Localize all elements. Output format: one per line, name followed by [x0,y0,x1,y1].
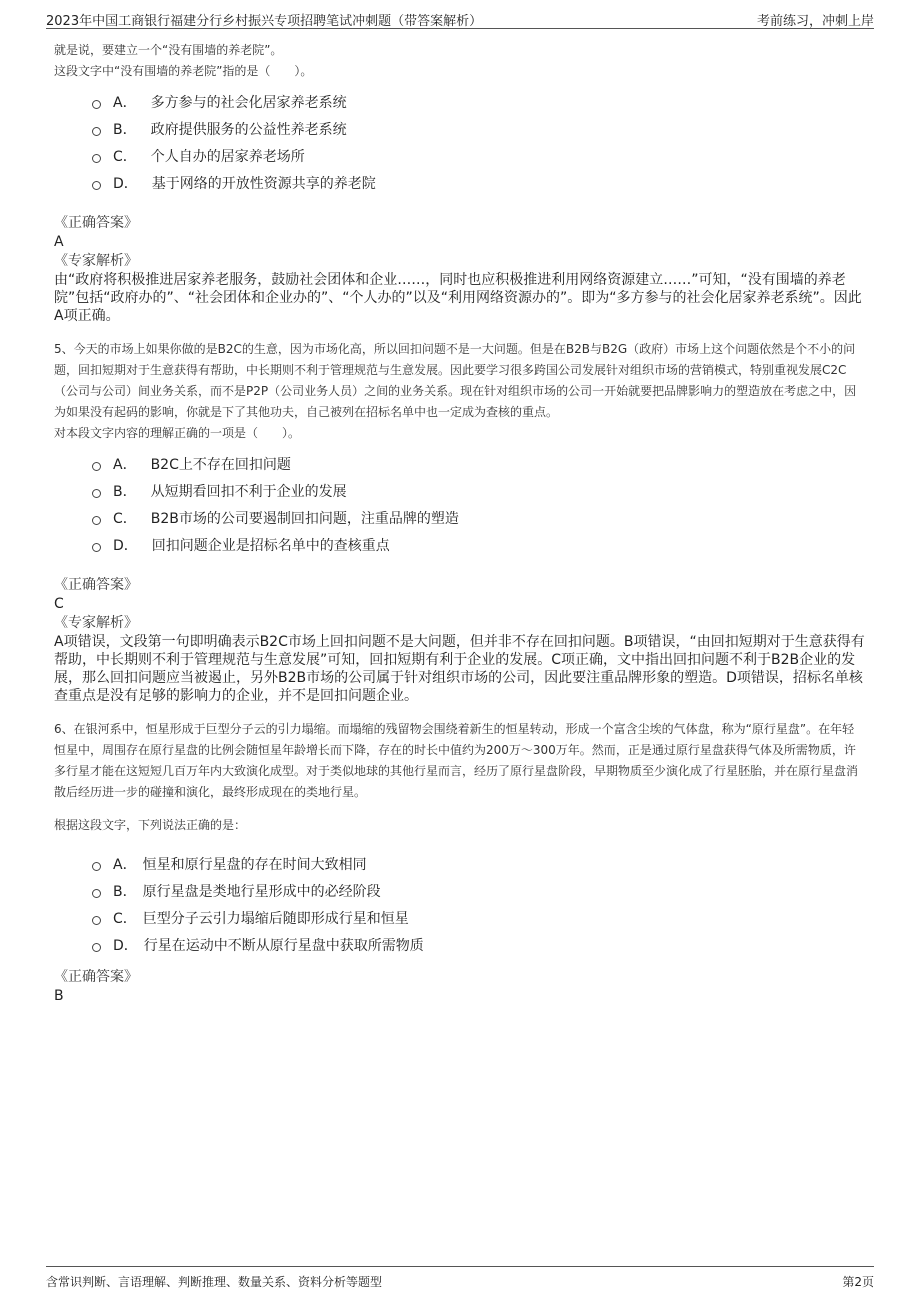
radio-icon[interactable] [92,889,101,898]
option-list [92,450,866,558]
option-letter: C． [113,910,137,927]
option-letter: D． [113,537,138,554]
radio-icon[interactable] [92,516,101,525]
question-4 [54,40,866,325]
option-letter: D． [113,175,138,192]
radio-icon[interactable] [92,916,101,925]
option-c[interactable] [92,504,866,531]
correct-answer: C [54,596,64,612]
option-letter: A． [113,856,137,873]
option-d[interactable] [92,531,866,558]
question-stem [54,719,866,836]
stem-line: 就是说，要建立一个“没有围墙的养老院”。 [54,43,283,57]
option-text: 从短期看回扣不利于企业的发展 [150,483,347,500]
stem-line: 5、今天的市场上如果你做的是B2C的生意，因为市场化高，所以回扣问题不是一大问题。但是在B2B与B2G（政府）市场上这个问题依然是个不小的问题，回扣短期对于生意获得有帮助，中长期则不利于管理规范与生意发展。因此要学习很多跨国公司发展针对组织市场的营销模式，特别重视发展C2C（公司与公司）间业务关系，而不是P2P（公司业务人员）之间的业务关系。现在针对组织市场的公司一开始就要把品牌影响力的塑造放在考虑之中，因为如果没有起码的影响，你就是下了其他功夫，自己被列在招标名单中也一定成为查核的重点。 [54,342,857,419]
option-text: B2C上不存在回扣问题 [150,456,291,473]
page-header [46,0,874,29]
analysis-label: 《专家解析》 [54,253,138,269]
radio-icon[interactable] [92,154,101,163]
option-d[interactable] [92,931,866,958]
page-number: 第2页 [842,1275,874,1289]
analysis-label: 《专家解析》 [54,615,138,631]
radio-icon[interactable] [92,862,101,871]
answer-block [54,968,866,1006]
page-content [54,40,866,1006]
correct-answer: B [54,988,64,1004]
analysis-text: A项错误，文段第一句即明确表示B2C市场上回扣问题不是大问题，但并非不存在回扣问题。B项错误，“由回扣短期对于生意获得有帮助，中长期则不利于管理规范与生意发展”可知，回扣短期有利于企业的发展。C项正确，文中指出回扣问题不利于B2B企业的发展，那么回扣问题应当被遏止，另外B2B市场的公司属于针对组织市场的公司，因此要注重品牌形象的塑造。D项错误，招标名单核查重点是没有足够的影响力的企业，并不是回扣问题企业。 [54,634,865,704]
option-letter: C． [113,510,137,527]
option-list [92,850,866,958]
option-text: B2B市场的公司要遏制回扣问题，注重品牌的塑造 [150,510,459,527]
option-b[interactable] [92,877,866,904]
option-letter: C． [113,148,137,165]
answer-block [54,576,866,705]
correct-answer: A [54,234,64,250]
option-d[interactable] [92,169,866,196]
radio-icon[interactable] [92,181,101,190]
option-text: 个人自办的居家养老场所 [150,148,305,165]
page-footer [46,1266,874,1303]
option-a[interactable] [92,850,866,877]
option-c[interactable] [92,904,866,931]
option-letter: B． [113,883,137,900]
option-b[interactable] [92,115,866,142]
answer-label: 《正确答案》 [54,969,138,985]
radio-icon[interactable] [92,127,101,136]
option-text: 恒星和原行星盘的存在时间大致相同 [142,856,367,873]
option-letter: D． [113,937,138,954]
radio-icon[interactable] [92,100,101,109]
option-text: 原行星盘是类地行星形成中的必经阶段 [142,883,381,900]
option-text: 基于网络的开放性资源共享的养老院 [151,175,376,192]
option-c[interactable] [92,142,866,169]
answer-label: 《正确答案》 [54,215,138,231]
option-list [92,88,866,196]
question-6 [54,719,866,1006]
analysis-text: 由“政府将积极推进居家养老服务，鼓励社会团体和企业……，同时也应积极推进利用网络资源建立……”可知，“没有围墙的养老院”包括“政府办的”、“社会团体和企业办的”、“个人办的”以及“利用网络资源办的”。即为“多方参与的社会化居家养老系统”。因此A项正确。 [54,272,862,324]
option-text: 行星在运动中不断从原行星盘中获取所需物质 [143,937,424,954]
radio-icon[interactable] [92,543,101,552]
header-slogan: 考前练习，冲刺上岸 [756,14,874,29]
option-letter: A． [113,94,137,111]
question-stem [54,339,866,444]
option-a[interactable] [92,88,866,115]
option-text: 政府提供服务的公益性养老系统 [150,121,347,138]
option-text: 巨型分子云引力塌缩后随即形成行星和恒星 [142,910,409,927]
option-b[interactable] [92,477,866,504]
question-5 [54,339,866,705]
radio-icon[interactable] [92,462,101,471]
answer-label: 《正确答案》 [54,577,138,593]
stem-line: 根据这段文字，下列说法正确的是： [54,818,247,832]
question-stem [54,40,866,82]
document-title: 2023年中国工商银行福建分行乡村振兴专项招聘笔试冲刺题（带答案解析） [46,14,483,29]
stem-line: 对本段文字内容的理解正确的一项是（ ）。 [54,426,301,440]
option-letter: B． [113,121,137,138]
radio-icon[interactable] [92,943,101,952]
option-letter: B． [113,483,137,500]
stem-line: 这段文字中“没有围墙的养老院”指的是（ ）。 [54,64,313,78]
option-text: 回扣问题企业是招标名单中的查核重点 [151,537,390,554]
radio-icon[interactable] [92,489,101,498]
stem-line: 6、在银河系中，恒星形成于巨型分子云的引力塌缩。而塌缩的残留物会围绕着新生的恒星转动，形成一个富含尘埃的气体盘，称为“原行星盘”。在年轻恒星中，周围存在原行星盘的比例会随恒星年龄增长而下降，存在的时长中值约为200万～300万年。然而，正是通过原行星盘获得气体及所需物质，许多行星才能在这短短几百万年内大致演化成型。对于类似地球的其他行星而言，经历了原行星盘阶段，早期物质至少演化成了行星胚胎，并在原行星盘消散后经历进一步的碰撞和演化，最终形成现在的类地行星。 [54,722,859,799]
option-letter: A． [113,456,137,473]
answer-block [54,214,866,325]
footer-categories: 含常识判断、言语理解、判断推理、数量关系、资料分析等题型 [46,1275,383,1289]
option-a[interactable] [92,450,866,477]
option-text: 多方参与的社会化居家养老系统 [150,94,347,111]
